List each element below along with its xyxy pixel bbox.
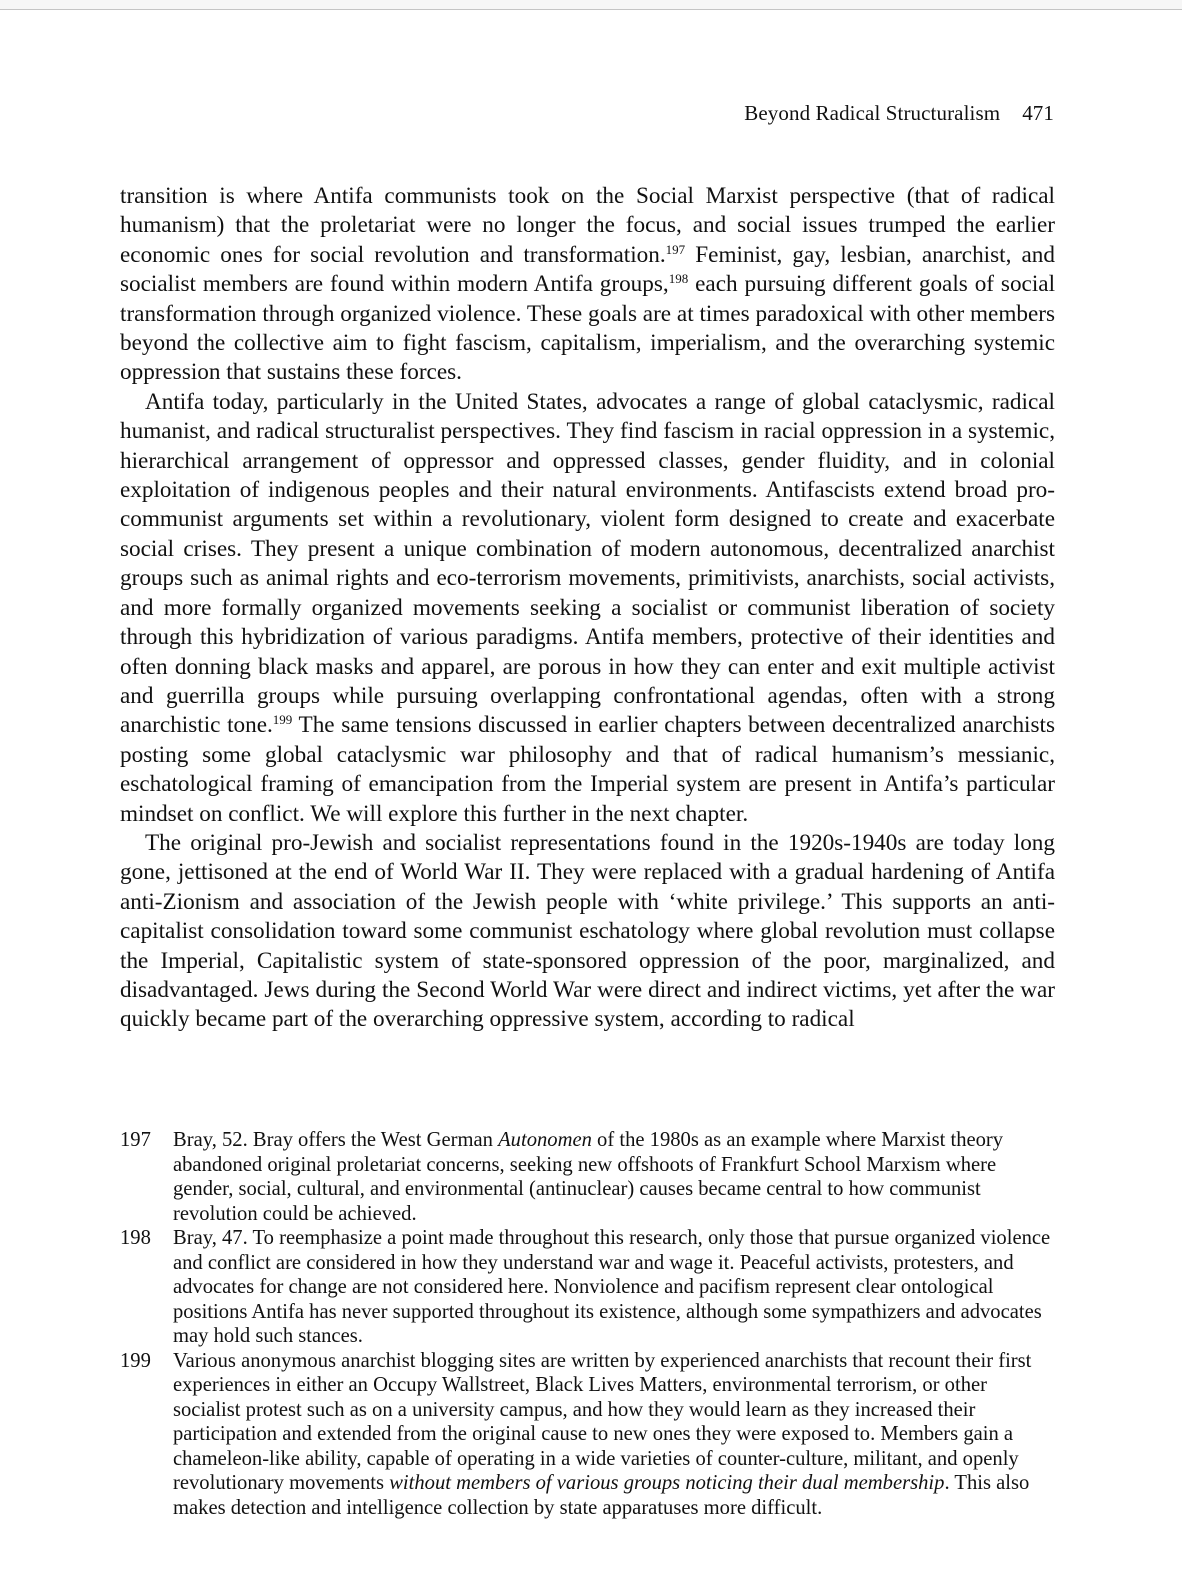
text-run: Various anonymous anarchist blogging sites are written by experienced anarchists that recount their first experiences in either an Occupy Wallstreet, Black Lives Matters, environmental terrorism, or other socialist protest such as on a university campus, and how they would learn as they increased their participation and extended from the original cause to new ones they were exposed to. Members gain a chameleon-like ability, capable of operating in a wide varieties of counter-culture, militant, and openly revolutionary movements xyxy=(173,1349,1032,1494)
footnote-number: 197 xyxy=(120,1129,151,1151)
running-title: Beyond Radical Structuralism xyxy=(744,101,1001,125)
paragraph-2 xyxy=(120,388,1055,829)
text-run: transition is where Antifa communists took on the Social Marxist perspective (that of radical humanism) that the proletariat were no longer the focus, and social issues trumped the earlier economic ones for social revolution and transformation. xyxy=(120,183,1055,268)
page-number: 471 xyxy=(1022,101,1054,125)
footnote-ref-198[interactable]: 198 xyxy=(668,271,689,287)
text-run: Bray, 52. Bray offers the West German xyxy=(173,1129,499,1151)
book-page xyxy=(0,10,1182,1596)
footnote-198 xyxy=(120,1226,1055,1349)
text-run: each pursuing different goals of social transformation through organized violence. These goals are at times paradoxical with other members beyond the collective aim to fight fascism, capitalism, imperialism, and the overarching systemic oppression that sustains these forces. xyxy=(120,271,1056,386)
text-run: The same tensions discussed in earlier chapters between decentralized anarchists posting some global cataclysmic war philosophy and that of radical humanism’s messianic, eschatological framing of emancipation from the Imperial system are present in Antifa’s particular mindset on conflict. We will explore this further in the next chapter. xyxy=(120,712,1055,827)
footnote-ref-199[interactable]: 199 xyxy=(272,712,293,728)
text-run: . This also makes detection and intelligence collection by state apparatuses more difficult. xyxy=(173,1472,1030,1519)
footnote-text xyxy=(173,1349,1055,1521)
footnote-197 xyxy=(120,1128,1055,1226)
running-header xyxy=(744,101,1054,126)
footnote-text xyxy=(173,1128,1055,1226)
text-run: Antifa today, particularly in the United States, advocates a range of global cataclysmic, radical humanist, and radical structuralist perspectives. They find fascism in racial oppression in a systemic, hierarchical arrangement of oppressor and oppressed classes, gender fluidity, and in colonial exploitation of indigenous peoples and their natural environments. Antifascists extend broad pro-communist arguments set within a revolutionary, violent form designed to create and exacerbate social crises. They present a unique combination of modern autonomous, decentralized anarchist groups such as animal rights and eco-terrorism movements, primitivists, anarchists, social activists, and more formally organized movements seeking a socialist or communist liberation of society through this hybridization of various paradigms. Antifa members, protective of their identities and often donning black masks and apparel, are porous in how they can enter and exit multiple activist and guerrilla groups while pursuing overlapping confrontational agendas, often with a strong anarchistic tone. xyxy=(120,388,1055,739)
footnote-number: 198 xyxy=(120,1227,151,1249)
footnote-ref-197[interactable]: 197 xyxy=(665,241,686,257)
text-run: The original pro-Jewish and socialist representations found in the 1920s-1940s are today long gone, jettisoned at the end of World War II. They were replaced with a gradual hardening of Antifa anti-Zionism and association of the Jewish people with ‘white privilege.’ This supports an anti-capitalist consolidation toward some communist eschatology where global revolution must collapse the Imperial, Capitalistic system of state-sponsored oppression of the poor, marginalized, and disadvantaged. Jews during the Second World War were direct and indirect victims, yet after the war quickly became part of the overarching oppressive system, according to radical xyxy=(120,829,1055,1033)
footnote-199 xyxy=(120,1349,1055,1521)
footnotes xyxy=(120,1128,1055,1520)
viewer-toolbar xyxy=(0,0,1182,10)
text-run: Bray, 47. To reemphasize a point made throughout this research, only those that pursue organized violence and conflict are considered in how they understand war and wage it. Peaceful activists, protesters, and advocates for change are not considered here. Nonviolence and pacifism represent clear ontological positions Antifa has never supported throughout its existence, although some sympathizers and advocates may hold such stances. xyxy=(173,1227,1051,1347)
paragraph-3 xyxy=(120,829,1055,1035)
italic-emphasis: without members of various groups noticing their dual membership xyxy=(389,1472,945,1494)
footnote-number: 199 xyxy=(120,1349,151,1372)
body-text xyxy=(120,182,1055,1035)
paragraph-1 xyxy=(120,182,1055,388)
footnote-text xyxy=(173,1226,1055,1349)
italic-title: Autonomen xyxy=(498,1129,592,1151)
text-run: Feminist, gay, lesbian, anarchist, and socialist members are found within modern Antifa groups, xyxy=(120,241,1055,298)
text-run: of the 1980s as an example where Marxist theory abandoned original proletariat concerns, seeking new offshoots of Frankfurt School Marxism where gender, social, cultural, and environmental (antinuclear) causes became central to how communist revolution could be achieved. xyxy=(173,1129,1004,1225)
